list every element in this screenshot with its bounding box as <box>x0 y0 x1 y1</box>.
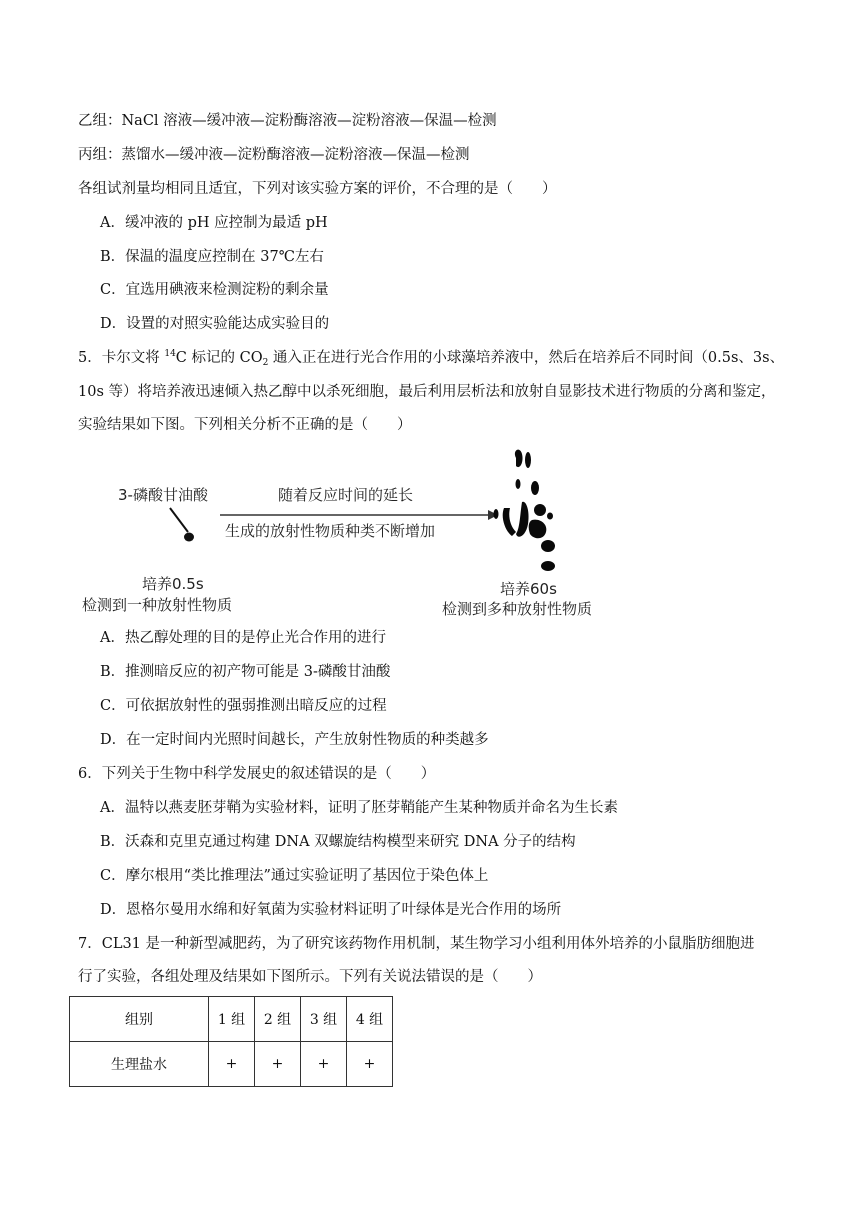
table-cell: 生理盐水 <box>70 1042 209 1087</box>
q5-option-c: C．可依据放射性的强弱推测出暗反应的过程 <box>100 698 387 714</box>
fig-spot-3 <box>516 479 521 489</box>
table-header-cell: 1 组 <box>209 997 255 1042</box>
fig-spot-8 <box>534 504 546 516</box>
fig-left-spot <box>184 533 194 542</box>
fig-left-streak <box>170 508 188 532</box>
fig-spot-4 <box>531 481 539 495</box>
q5-co2-subscript: 2 <box>262 358 269 368</box>
fig-spot-5 <box>503 508 516 536</box>
fig-arrow-top-text: 随着反应时间的延长 <box>278 486 414 504</box>
fig-spot-9 <box>529 520 547 539</box>
table-header-cell: 2 组 <box>255 997 301 1042</box>
table-header-cell: 3 组 <box>301 997 347 1042</box>
question-5-line-2: 10s 等）将培养液迅速倾入热乙醇中以杀死细胞，最后利用层析法和放射自显影技术进行物质的分离和鉴定， <box>78 384 776 400</box>
table-header-cell: 4 组 <box>347 997 393 1042</box>
table-row <box>70 1042 393 1087</box>
table-cell: + <box>347 1042 393 1087</box>
question-4-stem: 各组试剂量均相同且适宜，下列对该实验方案的评价，不合理的是（ ） <box>78 181 557 197</box>
question-5-line-1 <box>78 348 784 368</box>
fig-arrow-bottom-text: 生成的放射性物质种类不断增加 <box>225 522 436 540</box>
question-6-stem: 6．下列关于生物中科学发展史的叙述错误的是（ ） <box>78 766 436 782</box>
q4-option-a: A．缓冲液的 pH 应控制为最适 pH <box>100 215 328 231</box>
fig-left-label: 3-磷酸甘油酸 <box>118 486 208 504</box>
q6-option-d: D．恩格尔曼用水绵和好氧菌为实验材料证明了叶绿体是光合作用的场所 <box>100 902 562 918</box>
fig-right-caption-2: 检测到多种放射性物质 <box>442 600 593 618</box>
table-cell: + <box>255 1042 301 1087</box>
fig-left-caption-1: 培养0.5s <box>142 575 204 593</box>
q6-option-a: A．温特以燕麦胚芽鞘为实验材料，证明了胚芽鞘能产生某种物质并命名为生长素 <box>100 800 618 816</box>
q5-option-d: D．在一定时间内光照时间越长，产生放射性物质的种类越多 <box>100 732 489 748</box>
q5-isotope-superscript: 14 <box>164 349 176 359</box>
q4-option-c: C．宜选用碘液来检测淀粉的剩余量 <box>100 282 329 298</box>
question-7-line-1: 7．CL31 是一种新型减肥药，为了研究该药物作用机制，某生物学习小组利用体外培养的小鼠脂肪细胞进 <box>78 936 755 952</box>
q4-option-d: D．设置的对照实验能达成实验目的 <box>100 316 330 332</box>
experiment-table <box>69 996 393 1087</box>
fig-spot-1 <box>515 450 523 467</box>
q6-option-b: B．沃森和克里克通过构建 DNA 双螺旋结构模型来研究 DNA 分子的结构 <box>100 834 576 850</box>
q5-option-b: B．推测暗反应的初产物可能是 3-磷酸甘油酸 <box>100 664 391 680</box>
fig-spot-10 <box>547 513 553 520</box>
fig-right-spots <box>494 450 556 571</box>
q4-option-b: B．保温的温度应控制在 37℃左右 <box>100 249 324 265</box>
q5-text-c: 通入正在进行光合作用的小球藻培养液中，然后在培养后不同时间（0.5s、3s、 <box>268 350 785 366</box>
q6-option-c: C．摩尔根用“类比推理法”通过实验证明了基因位于染色体上 <box>100 868 489 884</box>
fig-spot-12 <box>541 561 555 571</box>
q5-text-a: 5．卡尔文将 <box>78 350 165 366</box>
group-yi-line: 乙组：NaCl 溶液—缓冲液—淀粉酶溶液—淀粉溶液—保温—检测 <box>78 113 497 129</box>
table-cell: + <box>209 1042 255 1087</box>
q5-option-a: A．热乙醇处理的目的是停止光合作用的进行 <box>100 630 386 646</box>
chromatography-figure <box>70 440 630 630</box>
table-header-cell: 组别 <box>70 997 209 1042</box>
table-header-row <box>70 997 393 1042</box>
table-cell: + <box>301 1042 347 1087</box>
fig-spot-11 <box>541 540 555 552</box>
fig-right-caption-1: 培养60s <box>500 580 557 598</box>
fig-left-caption-2: 检测到一种放射性物质 <box>82 596 233 614</box>
fig-spot-6 <box>494 509 499 519</box>
fig-spot-2 <box>525 452 531 468</box>
q5-text-b: C 标记的 CO <box>175 350 263 366</box>
question-5-line-3: 实验结果如下图。下列相关分析不正确的是（ ） <box>78 417 412 433</box>
group-bing-line: 丙组：蒸馏水—缓冲液—淀粉酶溶液—淀粉溶液—保温—检测 <box>78 147 470 163</box>
question-7-line-2: 行了实验，各组处理及结果如下图所示。下列有关说法错误的是（ ） <box>78 969 542 985</box>
fig-spot-7 <box>516 502 529 537</box>
